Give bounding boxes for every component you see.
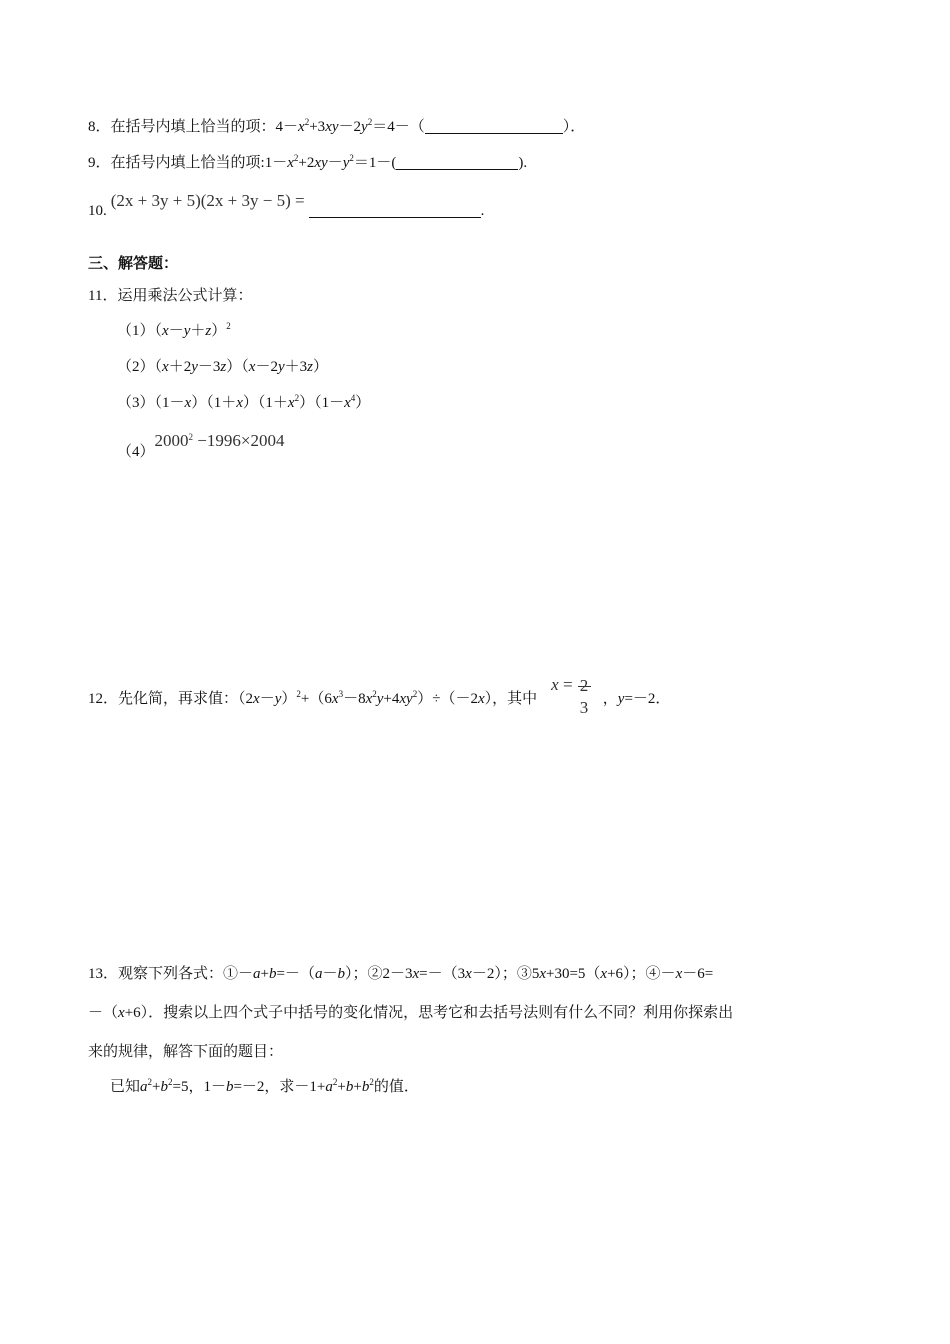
question-13-line-2: －（x+6）．搜索以上四个式子中括号的变化情况，思考它和去括号法则有什么不同？利用你探索出 xyxy=(88,1005,734,1021)
question-8: 8．在括号内填上恰当的项：$4-x^2+3xy-2y^2=4-$（ ）． xyxy=(88,117,586,135)
equation: $2000^2 -1996\times 2004$ xyxy=(154,431,285,450)
question-number: 8 xyxy=(88,119,96,135)
question-11: 11．运用乘法公式计算： xyxy=(88,288,253,304)
question-number: 13 xyxy=(88,966,103,982)
equation: (2x + 3y + 5)(2x + 3y − 5) = xyxy=(110,191,305,210)
section-title: 三、解答题： xyxy=(88,256,179,272)
part-2: （2）（x＋2y－3z）（x－2y＋3z） xyxy=(117,359,328,375)
question-12: 12．先化简，再求值：$(2x-y)^2+(6x^3-8x^2y+4xy^2)\div(-2x)$，其中x = 2 3 ，y=－2． xyxy=(88,678,670,719)
answer-blank[interactable] xyxy=(396,154,518,170)
fraction: 2 3 xyxy=(577,666,593,706)
part-4: $(4)2000^2 -1996\times 2004$ xyxy=(117,431,285,460)
question-number: 10 xyxy=(88,203,103,219)
answer-blank[interactable] xyxy=(309,202,481,218)
condition-equation: x = 2 3 xyxy=(551,675,593,694)
part-3: $(3)(1-x)(1+x)(1+x^2)(1-x^4)$ xyxy=(117,393,371,411)
question-10: 10.(2x + 3y + 5)(2x + 3y − 5) =. xyxy=(88,191,485,219)
answer-blank[interactable] xyxy=(425,118,563,134)
question-9: 9．在括号内填上恰当的项$:1-x^2+2xy-y^2=1-$( ). xyxy=(88,153,528,171)
question-13-line-3: 来的规律，解答下面的题目： xyxy=(88,1044,284,1060)
question-13-line-4: 已知$a^2+b^2=5$，1－b=－2，求$-1+a^2+b+b^2$的值． xyxy=(110,1077,419,1095)
part-1: $(1)(x-y+z)^2$ xyxy=(117,321,231,339)
question-number: 12 xyxy=(88,691,103,707)
question-number: 11 xyxy=(88,288,103,304)
question-number: 9 xyxy=(88,155,96,171)
question-13-line-1: 13．观察下列各式：①－a+b=－（a－b）；②2－3x=－（3x－2）；③5x+30=5（x+6）；④－x－6= xyxy=(88,966,714,982)
